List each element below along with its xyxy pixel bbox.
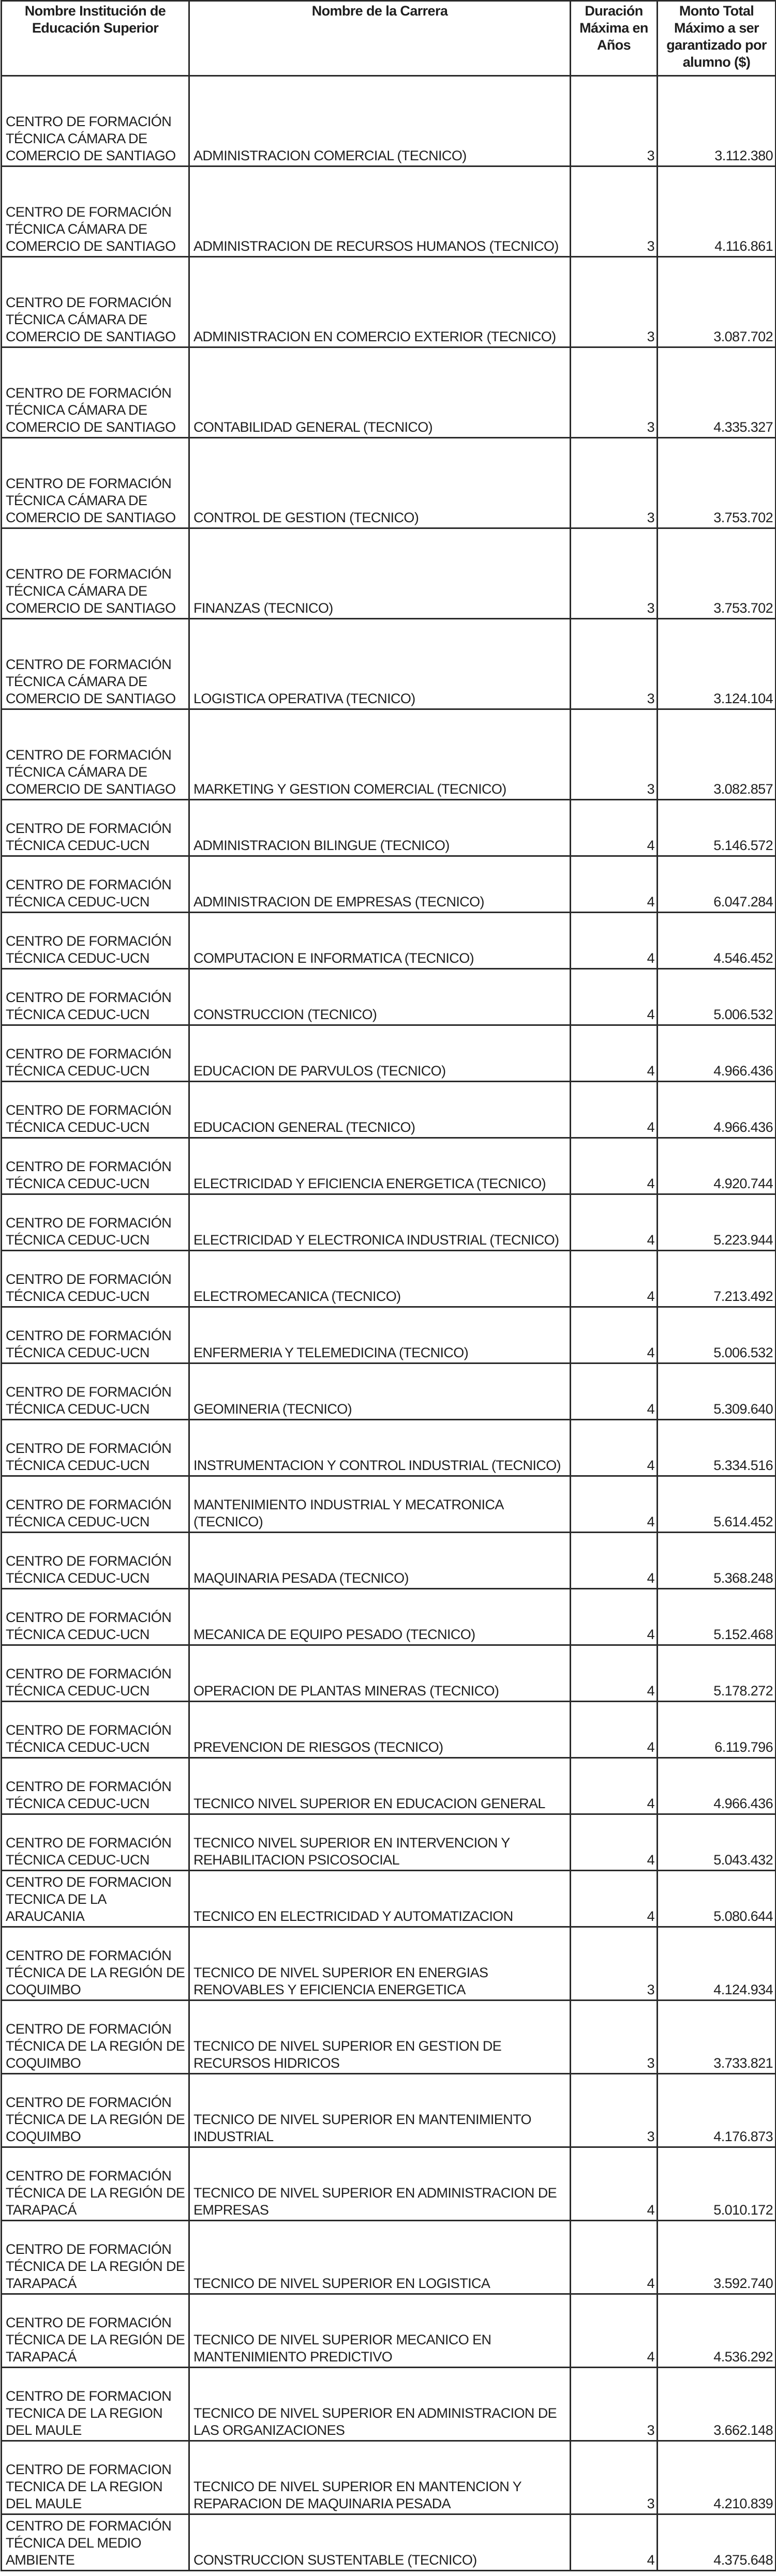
cell-career: ELECTRICIDAD Y ELECTRONICA INDUSTRIAL (TECNICO) <box>189 1194 571 1251</box>
cell-career: EDUCACION DE PARVULOS (TECNICO) <box>189 1025 571 1082</box>
table-row <box>2 2001 776 2074</box>
table-body <box>2 76 776 2571</box>
cell-duration: 4 <box>571 1082 658 1138</box>
cell-amount: 5.006.532 <box>658 1307 776 1363</box>
cell-institution: CENTRO DE FORMACION TECNICA DE LA REGION DEL MAULE <box>2 2441 189 2514</box>
cell-amount: 3.112.380 <box>658 76 776 166</box>
cell-career: LOGISTICA OPERATIVA (TECNICO) <box>189 619 571 709</box>
cell-duration: 3 <box>571 257 658 347</box>
cell-career: TECNICO DE NIVEL SUPERIOR EN MANTENCION Y REPARACION DE MAQUINARIA PESADA <box>189 2441 571 2514</box>
cell-duration: 4 <box>571 1645 658 1702</box>
cell-duration: 3 <box>571 76 658 166</box>
cell-duration: 4 <box>571 2221 658 2294</box>
table-row <box>2 2294 776 2368</box>
table-row <box>2 438 776 528</box>
cell-duration: 3 <box>571 1927 658 2001</box>
cell-institution: CENTRO DE FORMACIÓN TÉCNICA DE LA REGIÓN DE COQUIMBO <box>2 2074 189 2147</box>
table-row <box>2 1702 776 1758</box>
cell-duration: 3 <box>571 438 658 528</box>
cell-amount: 5.152.468 <box>658 1589 776 1645</box>
cell-amount: 5.080.644 <box>658 1871 776 1927</box>
table-row <box>2 1927 776 2001</box>
table-row <box>2 913 776 969</box>
cell-institution: CENTRO DE FORMACIÓN TÉCNICA CEDUC-UCN <box>2 1758 189 1814</box>
table-row <box>2 1363 776 1420</box>
cell-amount: 3.592.740 <box>658 2221 776 2294</box>
cell-institution: CENTRO DE FORMACIÓN TÉCNICA DE LA REGIÓN DE TARAPACÁ <box>2 2147 189 2221</box>
cell-amount: 5.010.172 <box>658 2147 776 2221</box>
cell-amount: 4.176.873 <box>658 2074 776 2147</box>
cell-career: COMPUTACION E INFORMATICA (TECNICO) <box>189 913 571 969</box>
cell-amount: 4.966.436 <box>658 1758 776 1814</box>
cell-institution: CENTRO DE FORMACIÓN TÉCNICA CEDUC-UCN <box>2 913 189 969</box>
cell-amount: 3.124.104 <box>658 619 776 709</box>
cell-institution: CENTRO DE FORMACIÓN TÉCNICA CEDUC-UCN <box>2 969 189 1025</box>
cell-amount: 4.375.648 <box>658 2514 776 2571</box>
cell-career: PREVENCION DE RIESGOS (TECNICO) <box>189 1702 571 1758</box>
cell-institution: CENTRO DE FORMACION TECNICA DE LA ARAUCANIA <box>2 1871 189 1927</box>
cell-institution: CENTRO DE FORMACIÓN TÉCNICA CÁMARA DE COMERCIO DE SANTIAGO <box>2 76 189 166</box>
cell-duration: 4 <box>571 913 658 969</box>
cell-career: CONTABILIDAD GENERAL (TECNICO) <box>189 347 571 438</box>
cell-career: TECNICO DE NIVEL SUPERIOR EN LOGISTICA <box>189 2221 571 2294</box>
cell-career: TECNICO DE NIVEL SUPERIOR EN ENERGIAS RENOVABLES Y EFICIENCIA ENERGETICA <box>189 1927 571 2001</box>
cell-career: INSTRUMENTACION Y CONTROL INDUSTRIAL (TECNICO) <box>189 1420 571 1476</box>
cell-duration: 3 <box>571 2074 658 2147</box>
cell-duration: 4 <box>571 1589 658 1645</box>
cell-amount: 6.047.284 <box>658 856 776 913</box>
cell-amount: 5.309.640 <box>658 1363 776 1420</box>
cell-amount: 4.546.452 <box>658 913 776 969</box>
table-row <box>2 1420 776 1476</box>
cell-amount: 4.966.436 <box>658 1082 776 1138</box>
cell-amount: 5.614.452 <box>658 1476 776 1533</box>
cell-institution: CENTRO DE FORMACIÓN TÉCNICA CÁMARA DE COMERCIO DE SANTIAGO <box>2 619 189 709</box>
table-row <box>2 1307 776 1363</box>
cell-duration: 4 <box>571 969 658 1025</box>
cell-amount: 5.178.272 <box>658 1645 776 1702</box>
cell-duration: 4 <box>571 1363 658 1420</box>
cell-duration: 3 <box>571 2001 658 2074</box>
cell-amount: 4.536.292 <box>658 2294 776 2368</box>
table-row <box>2 1082 776 1138</box>
cell-institution: CENTRO DE FORMACIÓN TÉCNICA CEDUC-UCN <box>2 1363 189 1420</box>
header-row <box>2 1 776 76</box>
cell-institution: CENTRO DE FORMACIÓN TÉCNICA CEDUC-UCN <box>2 1138 189 1194</box>
table-row <box>2 1814 776 1871</box>
cell-duration: 3 <box>571 2368 658 2441</box>
cell-career: TECNICO DE NIVEL SUPERIOR EN GESTION DE RECURSOS HIDRICOS <box>189 2001 571 2074</box>
cell-amount: 3.082.857 <box>658 709 776 800</box>
table-row <box>2 709 776 800</box>
cell-career: TECNICO DE NIVEL SUPERIOR EN ADMINISTRACION DE EMPRESAS <box>189 2147 571 2221</box>
cell-career: TECNICO NIVEL SUPERIOR EN INTERVENCION Y REHABILITACION PSICOSOCIAL <box>189 1814 571 1871</box>
cell-duration: 4 <box>571 1420 658 1476</box>
table-row <box>2 1533 776 1589</box>
cell-career: TECNICO NIVEL SUPERIOR EN EDUCACION GENERAL <box>189 1758 571 1814</box>
header-duration: Duración Máxima en Años <box>571 1 658 76</box>
cell-institution: CENTRO DE FORMACIÓN TÉCNICA CEDUC-UCN <box>2 1533 189 1589</box>
table-row <box>2 347 776 438</box>
table-row <box>2 528 776 619</box>
cell-career: GEOMINERIA (TECNICO) <box>189 1363 571 1420</box>
cell-duration: 3 <box>571 347 658 438</box>
table-row <box>2 800 776 856</box>
cell-institution: CENTRO DE FORMACIÓN TÉCNICA CÁMARA DE COMERCIO DE SANTIAGO <box>2 347 189 438</box>
table-row <box>2 969 776 1025</box>
cell-institution: CENTRO DE FORMACIÓN TÉCNICA CEDUC-UCN <box>2 1702 189 1758</box>
cell-amount: 5.043.432 <box>658 1814 776 1871</box>
cell-institution: CENTRO DE FORMACIÓN TÉCNICA CEDUC-UCN <box>2 1194 189 1251</box>
cell-career: OPERACION DE PLANTAS MINERAS (TECNICO) <box>189 1645 571 1702</box>
cell-career: MAQUINARIA PESADA (TECNICO) <box>189 1533 571 1589</box>
cell-duration: 4 <box>571 1814 658 1871</box>
cell-amount: 5.146.572 <box>658 800 776 856</box>
cell-institution: CENTRO DE FORMACION TECNICA DE LA REGION DEL MAULE <box>2 2368 189 2441</box>
cell-career: MANTENIMIENTO INDUSTRIAL Y MECATRONICA (TECNICO) <box>189 1476 571 1533</box>
cell-duration: 4 <box>571 1476 658 1533</box>
cell-career: EDUCACION GENERAL (TECNICO) <box>189 1082 571 1138</box>
cell-institution: CENTRO DE FORMACIÓN TÉCNICA CEDUC-UCN <box>2 800 189 856</box>
cell-amount: 5.006.532 <box>658 969 776 1025</box>
cell-duration: 4 <box>571 1871 658 1927</box>
cell-institution: CENTRO DE FORMACIÓN TÉCNICA CEDUC-UCN <box>2 1814 189 1871</box>
cell-career: TECNICO DE NIVEL SUPERIOR EN MANTENIMIENTO INDUSTRIAL <box>189 2074 571 2147</box>
table-row <box>2 1251 776 1307</box>
table-row <box>2 76 776 166</box>
cell-institution: CENTRO DE FORMACIÓN TÉCNICA CEDUC-UCN <box>2 1645 189 1702</box>
cell-institution: CENTRO DE FORMACIÓN TÉCNICA CÁMARA DE COMERCIO DE SANTIAGO <box>2 257 189 347</box>
table-row <box>2 2441 776 2514</box>
cell-career: CONSTRUCCION (TECNICO) <box>189 969 571 1025</box>
cell-career: ELECTRICIDAD Y EFICIENCIA ENERGETICA (TECNICO) <box>189 1138 571 1194</box>
table-row <box>2 2221 776 2294</box>
cell-duration: 4 <box>571 1194 658 1251</box>
cell-duration: 4 <box>571 2294 658 2368</box>
cell-institution: CENTRO DE FORMACIÓN TÉCNICA CEDUC-UCN <box>2 1589 189 1645</box>
cell-institution: CENTRO DE FORMACIÓN TÉCNICA CEDUC-UCN <box>2 1251 189 1307</box>
table-row <box>2 2074 776 2147</box>
cell-amount: 6.119.796 <box>658 1702 776 1758</box>
cell-career: TECNICO EN ELECTRICIDAD Y AUTOMATIZACION <box>189 1871 571 1927</box>
cell-career: ADMINISTRACION EN COMERCIO EXTERIOR (TECNICO) <box>189 257 571 347</box>
table-row <box>2 1025 776 1082</box>
table-row <box>2 856 776 913</box>
cell-amount: 3.733.821 <box>658 2001 776 2074</box>
cell-duration: 3 <box>571 166 658 257</box>
cell-career: ENFERMERIA Y TELEMEDICINA (TECNICO) <box>189 1307 571 1363</box>
header-career: Nombre de la Carrera <box>189 1 571 76</box>
cell-duration: 3 <box>571 2441 658 2514</box>
table-row <box>2 1758 776 1814</box>
table-row <box>2 1871 776 1927</box>
cell-amount: 7.213.492 <box>658 1251 776 1307</box>
cell-institution: CENTRO DE FORMACIÓN TÉCNICA CÁMARA DE COMERCIO DE SANTIAGO <box>2 528 189 619</box>
cell-career: ADMINISTRACION DE RECURSOS HUMANOS (TECNICO) <box>189 166 571 257</box>
cell-amount: 4.966.436 <box>658 1025 776 1082</box>
cell-institution: CENTRO DE FORMACIÓN TÉCNICA CEDUC-UCN <box>2 1476 189 1533</box>
cell-duration: 4 <box>571 856 658 913</box>
careers-table <box>1 0 776 2571</box>
cell-amount: 4.124.934 <box>658 1927 776 2001</box>
cell-amount: 5.223.944 <box>658 1194 776 1251</box>
cell-amount: 4.335.327 <box>658 347 776 438</box>
cell-career: FINANZAS (TECNICO) <box>189 528 571 619</box>
cell-duration: 4 <box>571 1702 658 1758</box>
cell-duration: 3 <box>571 709 658 800</box>
table-row <box>2 2147 776 2221</box>
cell-institution: CENTRO DE FORMACIÓN TÉCNICA DE LA REGIÓN DE TARAPACÁ <box>2 2221 189 2294</box>
table-row <box>2 1476 776 1533</box>
cell-career: MECANICA DE EQUIPO PESADO (TECNICO) <box>189 1589 571 1645</box>
cell-amount: 3.753.702 <box>658 438 776 528</box>
cell-institution: CENTRO DE FORMACIÓN TÉCNICA CÁMARA DE COMERCIO DE SANTIAGO <box>2 438 189 528</box>
cell-career: ELECTROMECANICA (TECNICO) <box>189 1251 571 1307</box>
cell-institution: CENTRO DE FORMACIÓN TÉCNICA CEDUC-UCN <box>2 856 189 913</box>
cell-duration: 4 <box>571 2147 658 2221</box>
cell-career: CONTROL DE GESTION (TECNICO) <box>189 438 571 528</box>
cell-amount: 4.210.839 <box>658 2441 776 2514</box>
cell-institution: CENTRO DE FORMACIÓN TÉCNICA CEDUC-UCN <box>2 1082 189 1138</box>
cell-duration: 4 <box>571 1025 658 1082</box>
cell-amount: 4.116.861 <box>658 166 776 257</box>
cell-duration: 4 <box>571 1533 658 1589</box>
cell-amount: 4.920.744 <box>658 1138 776 1194</box>
cell-institution: CENTRO DE FORMACIÓN TÉCNICA DE LA REGIÓN DE COQUIMBO <box>2 1927 189 2001</box>
cell-amount: 3.753.702 <box>658 528 776 619</box>
table-row <box>2 1645 776 1702</box>
cell-institution: CENTRO DE FORMACIÓN TÉCNICA CEDUC-UCN <box>2 1420 189 1476</box>
cell-institution: CENTRO DE FORMACIÓN TÉCNICA DEL MEDIO AMBIENTE <box>2 2514 189 2571</box>
cell-amount: 5.334.516 <box>658 1420 776 1476</box>
table-row <box>2 619 776 709</box>
cell-amount: 3.662.148 <box>658 2368 776 2441</box>
cell-duration: 4 <box>571 1758 658 1814</box>
cell-institution: CENTRO DE FORMACIÓN TÉCNICA DE LA REGIÓN DE COQUIMBO <box>2 2001 189 2074</box>
table-row <box>2 166 776 257</box>
cell-career: ADMINISTRACION COMERCIAL (TECNICO) <box>189 76 571 166</box>
cell-duration: 4 <box>571 1138 658 1194</box>
cell-career: TECNICO DE NIVEL SUPERIOR EN ADMINISTRACION DE LAS ORGANIZACIONES <box>189 2368 571 2441</box>
cell-institution: CENTRO DE FORMACIÓN TÉCNICA CEDUC-UCN <box>2 1307 189 1363</box>
cell-duration: 4 <box>571 1307 658 1363</box>
header-amount: Monto Total Máximo a ser garantizado por alumno ($) <box>658 1 776 76</box>
table-row <box>2 1138 776 1194</box>
cell-amount: 3.087.702 <box>658 257 776 347</box>
cell-institution: CENTRO DE FORMACIÓN TÉCNICA DE LA REGIÓN DE TARAPACÁ <box>2 2294 189 2368</box>
table-row <box>2 2368 776 2441</box>
cell-institution: CENTRO DE FORMACIÓN TÉCNICA CÁMARA DE COMERCIO DE SANTIAGO <box>2 709 189 800</box>
cell-career: CONSTRUCCION SUSTENTABLE (TECNICO) <box>189 2514 571 2571</box>
table-row <box>2 1194 776 1251</box>
cell-duration: 4 <box>571 2514 658 2571</box>
table-row <box>2 2514 776 2571</box>
cell-duration: 3 <box>571 619 658 709</box>
cell-duration: 3 <box>571 528 658 619</box>
table-row <box>2 1589 776 1645</box>
cell-career: MARKETING Y GESTION COMERCIAL (TECNICO) <box>189 709 571 800</box>
table-row <box>2 257 776 347</box>
cell-duration: 4 <box>571 1251 658 1307</box>
cell-institution: CENTRO DE FORMACIÓN TÉCNICA CÁMARA DE COMERCIO DE SANTIAGO <box>2 166 189 257</box>
cell-career: TECNICO DE NIVEL SUPERIOR MECANICO EN MANTENIMIENTO PREDICTIVO <box>189 2294 571 2368</box>
cell-duration: 4 <box>571 800 658 856</box>
cell-career: ADMINISTRACION BILINGUE (TECNICO) <box>189 800 571 856</box>
cell-institution: CENTRO DE FORMACIÓN TÉCNICA CEDUC-UCN <box>2 1025 189 1082</box>
cell-career: ADMINISTRACION DE EMPRESAS (TECNICO) <box>189 856 571 913</box>
cell-amount: 5.368.248 <box>658 1533 776 1589</box>
header-institution: Nombre Institución de Educación Superior <box>2 1 189 76</box>
